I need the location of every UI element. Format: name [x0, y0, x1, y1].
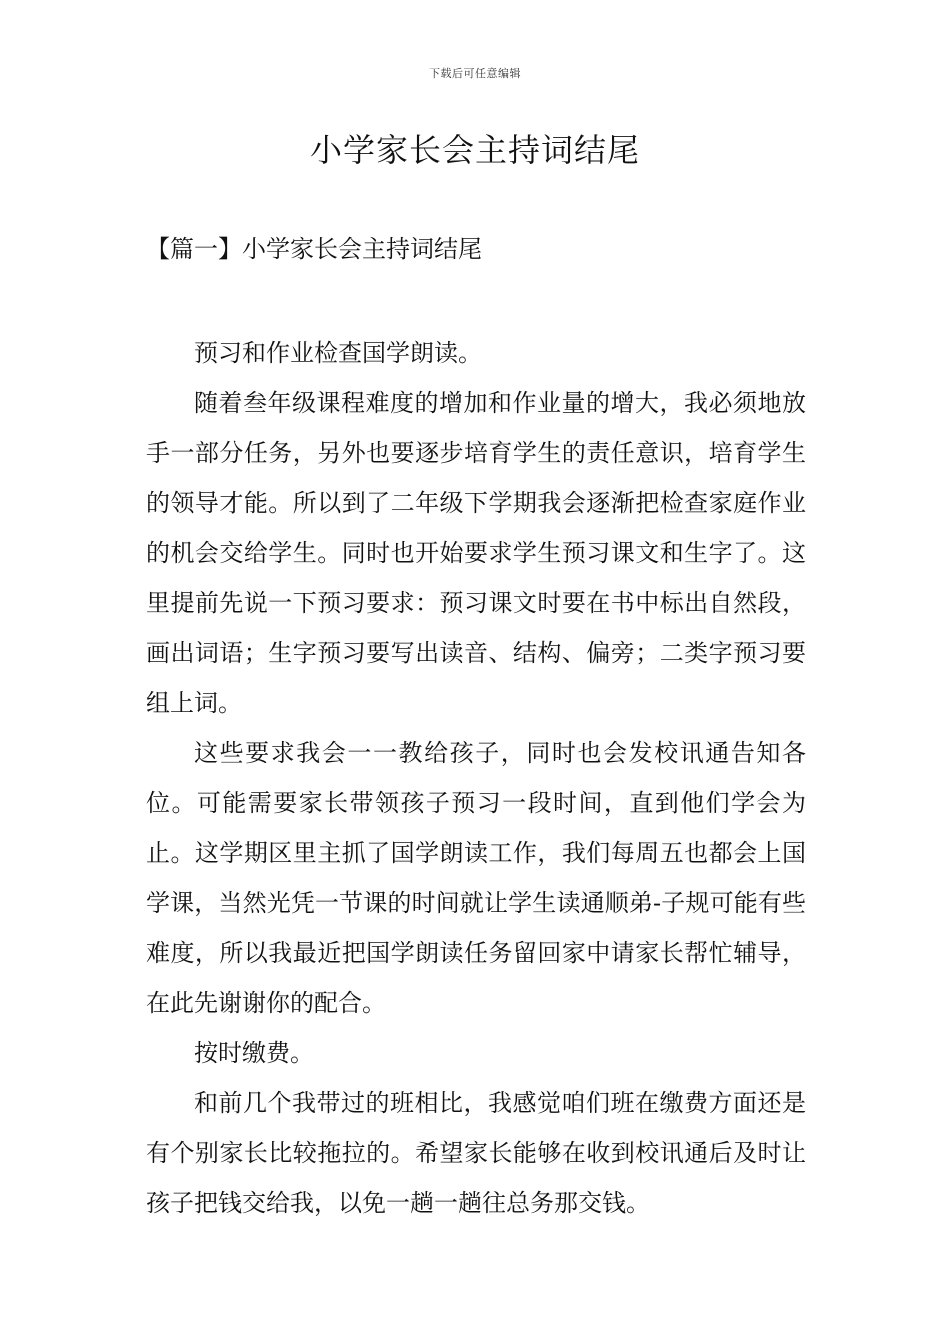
paragraph: 这些要求我会一一教给孩子，同时也会发校讯通告知各位。可能需要家长带领孩子预习一段时间，直到他们学会为止。这学期区里主抓了国学朗读工作，我们每周五也都会上国学课，当然光凭一节课的时间就让学生读通顺弟-子规可能有些难度，所以我最近把国学朗读任务留回家中请家长帮忙辅导，在此先谢谢你的配合。: [146, 739, 806, 1017]
page-title: 小学家长会主持词结尾: [309, 131, 640, 169]
header-note: 下载后可任意编辑: [429, 67, 521, 80]
paragraph: 预习和作业检查国学朗读。: [194, 339, 482, 367]
section-heading: 【篇一】小学家长会主持词结尾: [146, 235, 482, 263]
paragraph: 按时缴费。: [194, 1039, 314, 1067]
document-body: [146, 328, 806, 1228]
paragraph: 随着叁年级课程难度的增加和作业量的增大，我必须地放手一部分任务，另外也要逐步培育学生的责任意识，培育学生的领导才能。所以到了二年级下学期我会逐渐把检查家庭作业的机会交给学生。同时也开始要求学生预习课文和生字了。这里提前先说一下预习要求：预习课文时要在书中标出自然段，画出词语；生字预习要写出读音、结构、偏旁；二类字预习要组上词。: [146, 389, 806, 717]
paragraph: 和前几个我带过的班相比，我感觉咱们班在缴费方面还是有个别家长比较拖拉的。希望家长能够在收到校讯通后及时让孩子把钱交给我，以免一趟一趟往总务那交钱。: [146, 1089, 806, 1217]
